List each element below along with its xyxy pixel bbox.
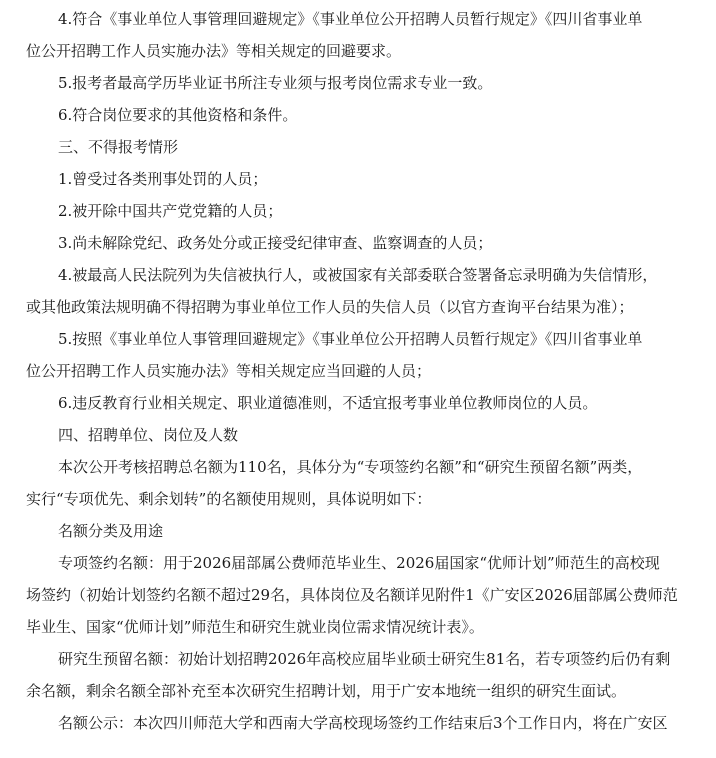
text-line: 位公开招聘工作人员实施办法》等相关规定的回避要求。 [26, 42, 402, 60]
text-line: 4.符合《事业单位人事管理回避规定》《事业单位公开招聘人员暂行规定》《四川省事业单 [58, 10, 643, 28]
text-line: 场签约（初始计划签约名额不超过29名，具体岗位及名额详见附件1《广安区2026届部属公费师范 [26, 586, 678, 604]
text-line: 四、招聘单位、岗位及人数 [58, 426, 239, 444]
text-line: 6.符合岗位要求的其他资格和条件。 [58, 106, 298, 124]
text-line: 5.报考者最高学历毕业证书所注专业须与报考岗位需求专业一致。 [58, 74, 493, 92]
text-line: 6.违反教育行业相关规定、职业道德准则，不适宜报考事业单位教师岗位的人员。 [58, 394, 598, 412]
text-line: 三、不得报考情形 [58, 138, 179, 156]
text-line: 余名额，剩余名额全部补充至本次研究生招聘计划，用于广安本地统一组织的研究生面试。 [26, 682, 627, 700]
text-line: 2.被开除中国共产党党籍的人员； [58, 202, 283, 220]
text-line: 专项签约名额：用于2026届部属公费师范毕业生、2026届国家“优师计划”师范生的高校现 [58, 554, 660, 572]
text-line: 3.尚未解除党纪、政务处分或正接受纪律审查、监察调查的人员； [58, 234, 493, 252]
text-line: 名额分类及用途 [58, 522, 164, 540]
text-line: 4.被最高人民法院列为失信被执行人，或被国家有关部委联合签署备忘录明确为失信情形， [58, 266, 658, 284]
text-line: 5.按照《事业单位人事管理回避规定》《事业单位公开招聘人员暂行规定》《四川省事业单 [58, 330, 643, 348]
text-line: 实行“专项优先、剩余划转”的名额使用规则，具体说明如下： [26, 490, 432, 508]
text-line: 研究生预留名额：初始计划招聘2026年高校应届毕业硕士研究生81名，若专项签约后仍有剩 [58, 650, 671, 668]
text-line: 1.曾受过各类刑事处罚的人员； [58, 170, 268, 188]
text-line: 位公开招聘工作人员实施办法》等相关规定应当回避的人员； [26, 362, 432, 380]
text-line: 名额公示：本次四川师范大学和西南大学高校现场签约工作结束后3个工作日内，将在广安区 [58, 714, 668, 732]
text-line: 毕业生、国家“优师计划”师范生和研究生就业岗位需求情况统计表》。 [26, 618, 484, 636]
text-line: 本次公开考核招聘总名额为110名，具体分为“专项签约名额”和“研究生预留名额”两类， [58, 458, 643, 476]
text-line: 或其他政策法规明确不得招聘为事业单位工作人员的失信人员（以官方查询平台结果为准）； [26, 298, 634, 316]
